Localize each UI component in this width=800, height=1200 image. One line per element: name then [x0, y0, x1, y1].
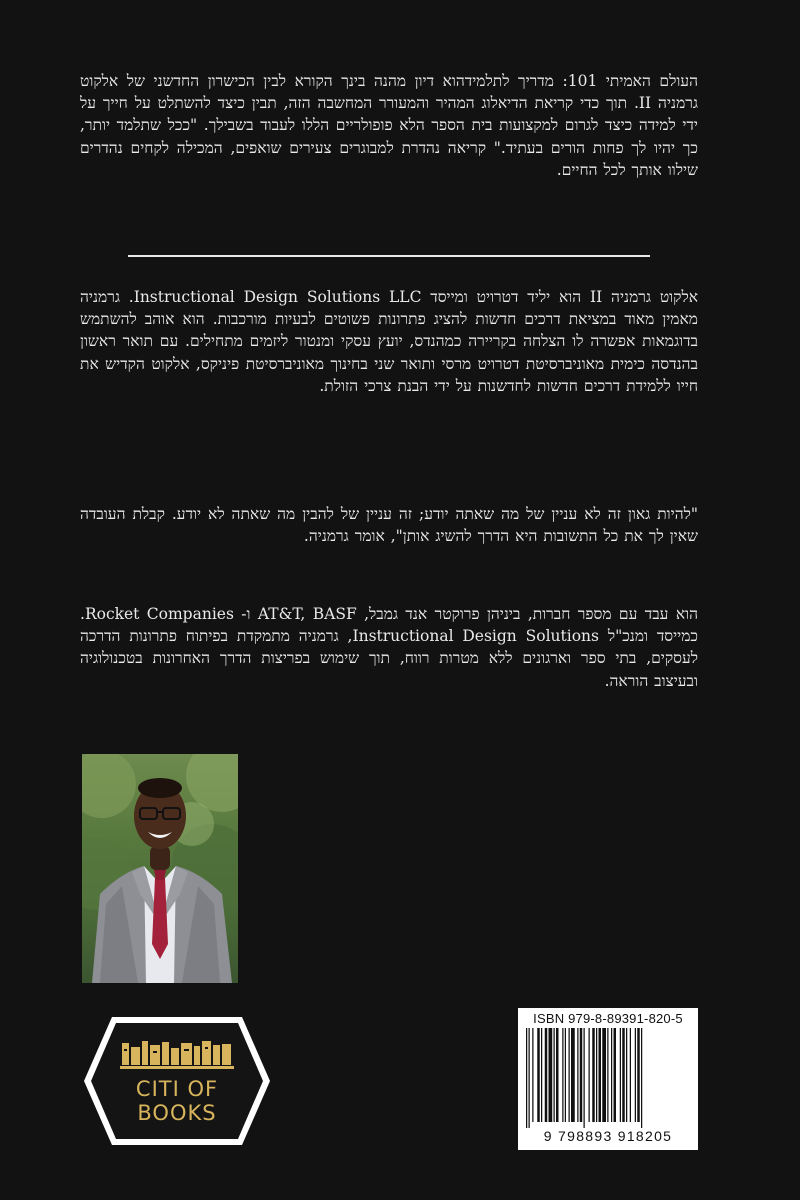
barcode-bar [537, 1028, 540, 1122]
barcode-bar [571, 1028, 575, 1122]
book-blurb: העולם האמיתי 101: מדריך לתלמידהוא דיון מהנה בינך הקורא לבין הכישרון החדשני של אלקוט גרמניה II. תוך כדי קריאת הדיאלוג המהיר והמעורר המחשבה הזה, תבין כיצד להשתלט על חייך על ידי למידה כיצד לגרום למקצועות בית הספר הלא פופולריים הללו לעבוד בשבילך. "ככל שתלמד יותר, כך יהיו לך פחות הורים בעתיד." קריאה נהדרת למבוגרים צעירים שואפים, המכילה לקחים נהדרים שילוו אותך לכל החיים. [80, 72, 698, 179]
author-bio-intro: אלקוט גרמניה II הוא יליד דטרויט ומייסד Instructional Design Solutions LLC. גרמניה מאמין מאוד במציאת דרכים חדשות להציג פתרונות פשוטים לבעיות מורכבות. הוא אוהב להשתמש בדוגמאות אפשרה לו הצלחה בקריירה כמהנדס, יועץ עסקי ומנטור ליזמים מתחילים. עם תואר ראשון בהנדסה כימית מאוניברסיטת דטרויט מרסי ותואר שני בחינוך מאוניברסיטת פיניקס, אלקוט הקדיש את חייו ללמידת דרכים חדשות לחדשנות על ידי הבנת צרכי הזולת. [80, 288, 698, 395]
barcode-bar [626, 1028, 627, 1122]
barcode-bar [589, 1028, 590, 1122]
section-divider [128, 255, 650, 257]
barcode-bar [622, 1028, 625, 1122]
barcode-bar [565, 1028, 566, 1122]
barcode-bar [556, 1028, 559, 1122]
barcode-bar [641, 1028, 642, 1128]
isbn-barcode [518, 1008, 698, 1150]
barcode-bar [584, 1028, 585, 1128]
publisher-name-line2: BOOKS [137, 1101, 217, 1125]
barcode-digits: 9 798893 918205 [543, 1128, 673, 1144]
barcode-bar [526, 1028, 527, 1128]
author-career: הוא עבד עם מספר חברות, ביניהן פרוקטר אנד גמבל, AT&T, BASF ו- Rocket Companies. כמייסד ומנכ"ל Instructional Design Solutions, גרמניה מתמקדת בפיתוח פתרונות הדרכה לעסקים, בתי ספר וארגונים ללא מטרות רווח, תוך שימוש בפריצות הדרך האחרונות בטכנולוגיה ובעיצוב הוראה. [80, 605, 699, 690]
barcode-bar [620, 1028, 621, 1122]
barcode-bar [592, 1028, 595, 1122]
barcode-bar [602, 1028, 606, 1122]
barcode-bar [541, 1028, 542, 1122]
barcode-bars [526, 1028, 690, 1128]
barcode-bar [545, 1028, 548, 1122]
barcode-bar [554, 1028, 555, 1122]
barcode-bar [569, 1028, 570, 1122]
barcode-bar [611, 1028, 612, 1122]
barcode-bar [532, 1028, 533, 1122]
isbn-label: ISBN 979-8-89391-820-5 [533, 1011, 683, 1026]
barcode-bar [637, 1028, 640, 1122]
barcode-bar [529, 1028, 530, 1128]
barcode-bar [607, 1028, 608, 1122]
publisher-name-line1: CITI OF [135, 1077, 219, 1101]
barcode-bar [549, 1028, 553, 1122]
barcode-bar [614, 1028, 617, 1122]
barcode-bar [630, 1028, 631, 1122]
barcode-bar [580, 1028, 583, 1122]
author-photo [82, 754, 238, 983]
publisher-logo [82, 1015, 272, 1147]
barcode-bar [562, 1028, 563, 1122]
barcode-bar [596, 1028, 597, 1122]
barcode-bar [577, 1028, 578, 1122]
barcode-bar [599, 1028, 602, 1122]
author-quote: "להיות גאון זה לא עניין של מה שאתה יודע; זה עניין של להבין מה שאתה לא יודע. קבלת העובדה שאין לך את כל התשובות היא הדרך להשיג אותן", אומר גרמניה. [80, 505, 698, 546]
barcode-bar [635, 1028, 636, 1122]
